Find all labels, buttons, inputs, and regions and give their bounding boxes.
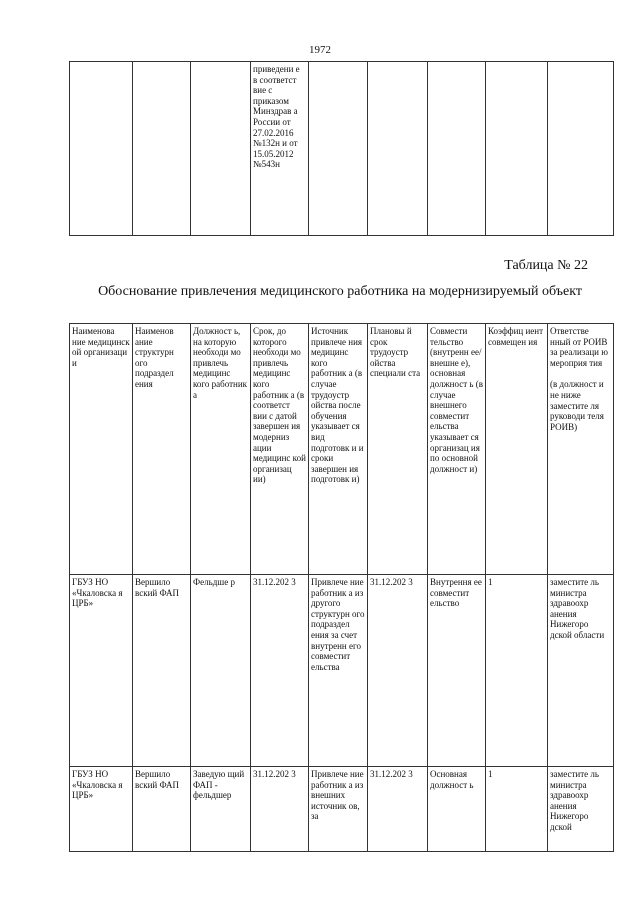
column-header: Коэффиц иент совмещен ия [486, 324, 548, 575]
table-cell: 1 [486, 575, 548, 767]
column-header: Наименов ание структурн ого подраздел ения [133, 324, 191, 575]
column-header: Срок, до которого необходи мо привлечь медицинс кого работник а (в соответст вии с датой завершен ия модерниз ации медицинс кой организац ии) [251, 324, 309, 575]
table-cell: Вершило вский ФАП [133, 767, 191, 852]
table-cell: ГБУЗ НО «Чкаловска я ЦРБ» [70, 767, 133, 852]
column-header-responsible [548, 324, 614, 575]
page-number: 1972 [309, 44, 331, 56]
table-number: Таблица № 22 [504, 258, 588, 273]
table-cell [486, 62, 548, 236]
continuation-table [69, 61, 614, 236]
table-cell: ГБУЗ НО «Чкаловска я ЦРБ» [70, 575, 133, 767]
column-header: Плановы й срок трудоустр ойства специали ста [368, 324, 428, 575]
table-cell: 1 [486, 767, 548, 852]
header-text: Ответстве нный от РОИВ за реализаци ю мероприя тия [550, 326, 608, 368]
table-cell [309, 62, 368, 236]
table-cell: заместите ль министра здравоохр анения Нижегоро дской области [548, 575, 614, 767]
main-table [69, 323, 614, 852]
table-cell: 31.12.202 3 [251, 575, 309, 767]
table-cell [548, 62, 614, 236]
table-cell [191, 62, 251, 236]
table-cell [70, 62, 133, 236]
table-row [70, 575, 614, 767]
column-header: Источник привлече ния медицинс кого работник а (в случае трудоустр ойства после обучения указывает ся вид подготовк и и сроки завершен ия подготовк и) [309, 324, 368, 575]
table-row [70, 767, 614, 852]
table-cell [133, 62, 191, 236]
table-cell: 31.12.202 3 [251, 767, 309, 852]
table-cell: Вершило вский ФАП [133, 575, 191, 767]
header-note: (в должност и не ниже заместите ля руководи теля РОИВ) [550, 379, 604, 432]
table-cell [368, 62, 428, 236]
table-cell: Фельдше р [191, 575, 251, 767]
header-row [70, 324, 614, 575]
table-cell: 31.12.202 3 [368, 767, 428, 852]
table-title: Обоснование привлечения медицинского работника на модернизируемый объект [98, 284, 582, 299]
table-cell: Основная должност ь [428, 767, 486, 852]
table-cell: Внутрення ее совместит ельство [428, 575, 486, 767]
column-header: Совмести тельство (внутренн ее/внешне е), основная должност ь (в случае внешнего совместит ельства указывает ся организац ия по основной должност и) [428, 324, 486, 575]
table-cell: Привлече ние работник а из другого структурн ого подраздел ения за счет внутренн его совместит ельства [309, 575, 368, 767]
table-cell: приведени е в соответст вие с приказом Минздрав а России от 27.02.2016 №132н и от 15.05.2012 №543н [251, 62, 309, 236]
table-row [70, 62, 614, 236]
table-cell: Привлече ние работник а из внешних источник ов, за [309, 767, 368, 852]
column-header: Должност ь, на которую необходи мо привлечь медицинс кого работник а [191, 324, 251, 575]
column-header: Наименова ние медицинск ой организаци и [70, 324, 133, 575]
table-cell: заместите ль министра здравоохр анения Нижегоро дской [548, 767, 614, 852]
table-cell: 31.12.202 3 [368, 575, 428, 767]
table-cell: Заведую щий ФАП - фельдшер [191, 767, 251, 852]
table-cell [428, 62, 486, 236]
